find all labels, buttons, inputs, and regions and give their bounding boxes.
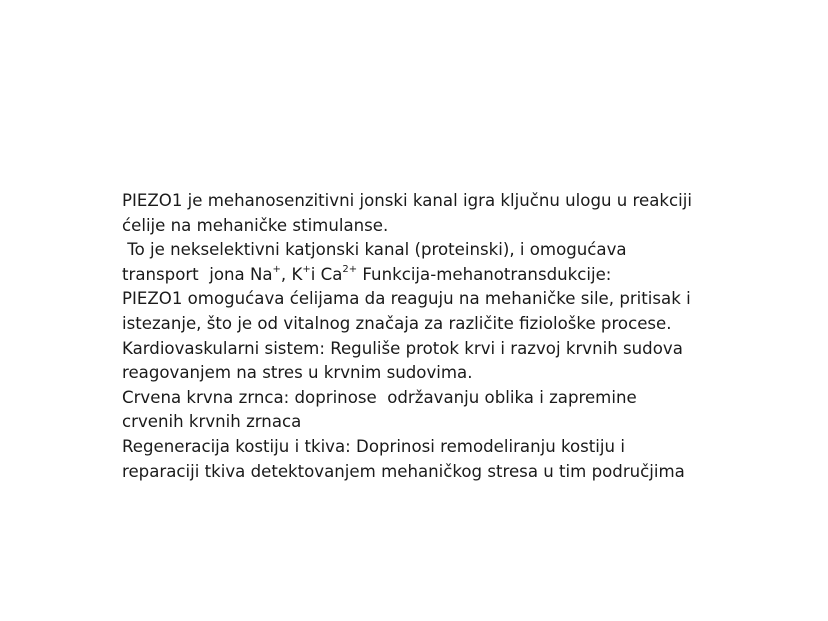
text-line-4 <box>122 263 762 288</box>
text-line-2: ćelije na mehaničke stimulanse. <box>122 215 389 235</box>
ion-text-ca: i Ca <box>310 264 343 284</box>
text-line-8: reagovanjem na stres u krvnim sudovima. <box>122 363 473 383</box>
text-line-10: crvenih krvnih zrnaca <box>122 412 302 432</box>
text-line-7: Kardiovaskularni sistem: Reguliše protok krvi i razvoj krvnih sudova <box>122 338 683 358</box>
k-charge: + <box>302 264 311 276</box>
text-line-3: To je nekselektivni katjonski kanal (proteinski), i omogućava <box>122 240 627 260</box>
ca-charge: 2+ <box>342 264 358 276</box>
ion-text-na: transport jona Na <box>122 264 273 284</box>
function-heading: Funkcija-mehanotransdukcije: <box>357 264 612 284</box>
text-line-9: Crvena krvna zrnca: doprinose održavanju oblika i zapremine <box>122 387 637 407</box>
na-charge: + <box>272 264 281 276</box>
text-line-11: Regeneracija kostiju i tkiva: Doprinosi remodeliranju kostiju i <box>122 436 625 456</box>
body-text <box>122 189 762 484</box>
text-line-6: istezanje, što je od vitalnog značaja za različite fiziološke procese. <box>122 313 672 333</box>
text-line-5: PIEZO1 omogućava ćelijama da reaguju na mehaničke sile, pritisak i <box>122 289 691 309</box>
text-line-12: reparaciji tkiva detektovanjem mehaničkog stresa u tim područjima <box>122 461 685 481</box>
text-line-1: PIEZO1 je mehanosenzitivni jonski kanal igra ključnu ulogu u reakciji <box>122 191 692 210</box>
ion-text-k: , K <box>280 264 303 284</box>
